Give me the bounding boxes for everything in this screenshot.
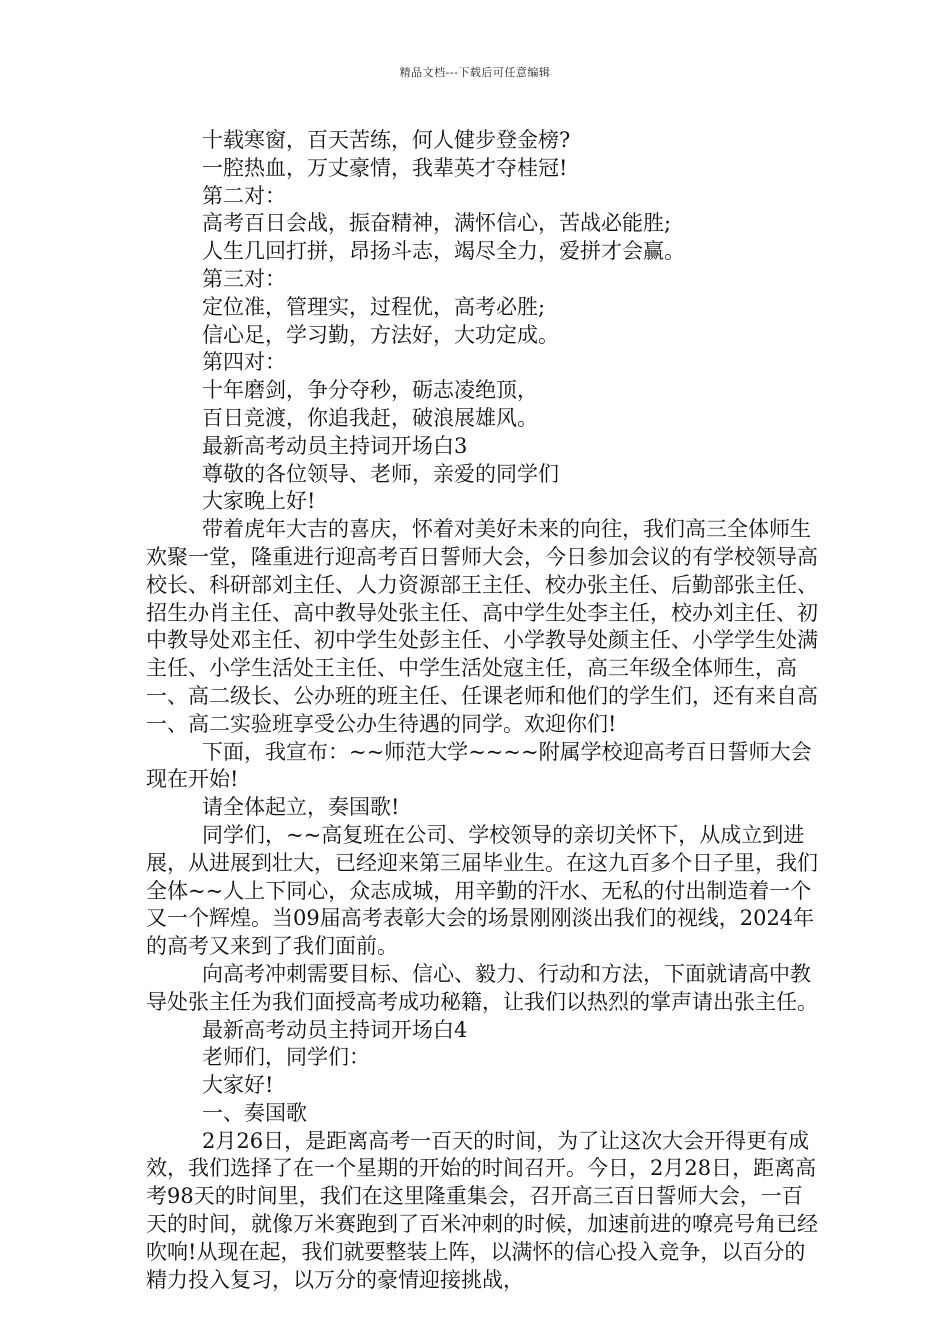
section-heading: 第四对： bbox=[202, 350, 286, 375]
section-heading: 第二对： bbox=[202, 183, 286, 208]
paragraph: 向高考冲刺需要目标、信心、毅力、行动和方法，下面就请高中教导处张主任为我们面授高考成功秘籍，让我们以热烈的掌声请出张主任。 bbox=[146, 961, 818, 1014]
text-line: 百日竞渡，你追我赶，破浪展雄风。 bbox=[202, 405, 538, 430]
section-heading: 一、奏国歌 bbox=[202, 1100, 307, 1125]
text-line: 信心足，学习勤，方法好，大功定成。 bbox=[202, 322, 559, 347]
greeting: 大家晚上好! bbox=[202, 489, 316, 514]
paragraph: 下面，我宣布：~~师范大学~~~~附属学校迎高考百日誓师大会现在开始! bbox=[146, 739, 812, 792]
salutation: 老师们，同学们： bbox=[202, 1045, 370, 1070]
text-line: 高考百日会战，振奋精神，满怀信心，苦战必能胜; bbox=[202, 211, 672, 236]
text-line: 十载寒窗，百天苦练，何人健步登金榜? bbox=[202, 128, 571, 152]
text-line: 定位准，管理实，过程优，高考必胜; bbox=[202, 294, 546, 319]
section-title: 最新高考动员主持词开场白3 bbox=[202, 433, 468, 458]
paragraph: 同学们，~~高复班在公司、学校领导的亲切关怀下，从成立到进展，从进展到壮大，已经迎来第三届毕业生。在这九百多个日子里，我们全体~~人上下同心，众志成城，用辛勤的汗水、无私的付出制造着一个又一个辉煌。当09届高考表彰大会的场景刚刚淡出我们的视线，2024年的高考又来到了我们面前。 bbox=[146, 822, 818, 959]
section-title: 最新高考动员主持词开场白4 bbox=[202, 1017, 468, 1042]
text-line: 十年磨剑，争分夺秒，砺志凌绝顶， bbox=[202, 378, 538, 403]
text-line: 人生几回打拼，昂扬斗志，竭尽全力，爱拼才会赢。 bbox=[202, 239, 685, 264]
paragraph: 请全体起立，奏国歌! bbox=[202, 795, 400, 820]
text-line: 一腔热血，万丈豪情，我辈英才夺桂冠! bbox=[202, 155, 568, 180]
paragraph: 2月26日，是距离高考一百天的时间，为了让这次大会开得更有成效，我们选择了在一个星期的开始的时间召开。今日，2月28日，距离高考98天的时间里，我们在这里隆重集会，召开高三百日誓师大会，一百天的时间，就像万米赛跑到了百米冲刺的时候，加速前进的嘹亮号角已经吹响!从现在起，我们就要整装上阵，以满怀的信心投入竞争，以百分的精力投入复习，以万分的豪情迎接挑战， bbox=[146, 1128, 818, 1292]
page-header: 精品文档---下载后可任意编辑 bbox=[399, 66, 551, 79]
salutation: 尊敬的各位领导、老师，亲爱的同学们 bbox=[202, 461, 559, 486]
greeting: 大家好! bbox=[202, 1073, 274, 1098]
paragraph: 带着虎年大吉的喜庆，怀着对美好未来的向往，我们高三全体师生欢聚一堂，隆重进行迎高考百日誓师大会，今日参加会议的有学校领导高校长、科研部刘主任、人力资源部王主任、校办张主任、后勤部张主任、招生办肖主任、高中教导处张主任、高中学生处李主任，校办刘主任、初中教导处邓主任、初中学生处彭主任、小学教导处颜主任、小学学生处满主任、小学生活处王主任、中学生活处寇主任，高三年级全体师生，高一、高二级长、公办班的班主任、任课老师和他们的学生们，还有来自高一、高二实验班享受公办生待遇的同学。欢迎你们! bbox=[146, 517, 818, 736]
section-heading: 第三对： bbox=[202, 266, 286, 291]
document-body bbox=[146, 127, 822, 1294]
